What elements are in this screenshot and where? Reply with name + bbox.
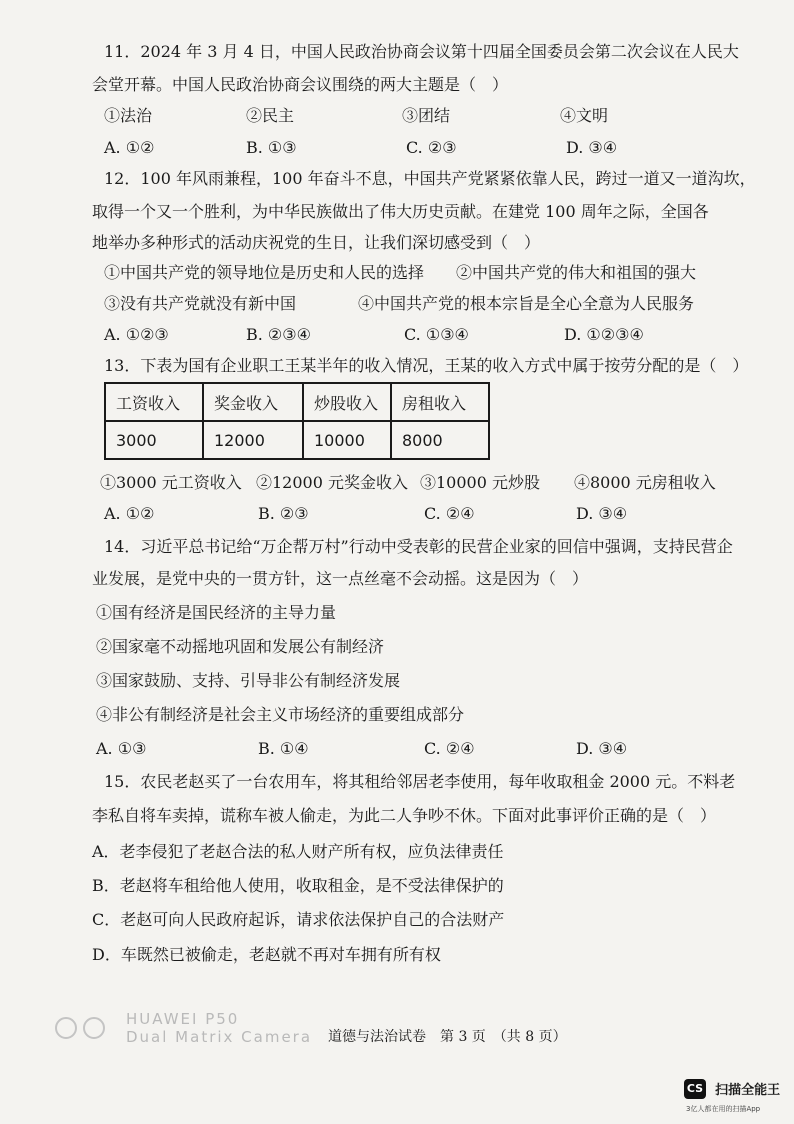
- q14-item-2: ②国家毫不动摇地巩固和发展公有制经济: [96, 637, 385, 656]
- q15-option-c: C．老赵可向人民政府起诉，请求依法保护自己的合法财产: [92, 910, 505, 929]
- scanner-app-name: 扫描全能王: [715, 1083, 781, 1098]
- q15-option-a: A．老李侵犯了老赵合法的私人财产所有权，应负法律责任: [92, 842, 504, 861]
- scanner-tagline: 3亿人都在用的扫描App: [686, 1105, 761, 1113]
- q13-option-a: A. ①②: [104, 504, 155, 523]
- q14-item-1: ①国有经济是国民经济的主导力量: [96, 603, 337, 622]
- q11-item-1: ①法治: [104, 106, 153, 125]
- q11-item-3: ③团结: [402, 106, 451, 125]
- q13-item-2: ②12000 元奖金收入: [256, 473, 408, 492]
- q13-item-1: ①3000 元工资收入: [100, 473, 242, 492]
- q15-stem-line1: 15．农民老赵买了一台农用车，将其租给邻居老李使用，每年收取租金 2000 元。不料老: [104, 772, 736, 791]
- watermark-line1: HUAWEI P50: [126, 1010, 240, 1028]
- scanner-logo-icon: CS: [684, 1079, 706, 1099]
- q12-stem-line1: 12．100 年风雨兼程，100 年奋斗不息，中国共产党紧紧依靠人民，跨过一道又一道沟坎，: [104, 169, 756, 188]
- watermark-line2: Dual Matrix Camera: [126, 1028, 313, 1046]
- income-table-value-cell: 8000: [391, 421, 489, 459]
- income-table-header-row: [105, 383, 489, 421]
- q12-stem-line3: 地举办多种形式的活动庆祝党的生日，让我们深切感受到（ ）: [92, 233, 541, 252]
- q12-item-4: ④中国共产党的根本宗旨是全心全意为人民服务: [358, 294, 695, 313]
- page-footer: 道德与法治试卷 第 3 页 （共 8 页）: [328, 1029, 567, 1045]
- q14-option-a: A. ①③: [96, 739, 147, 758]
- q12-option-d: D. ①②③④: [564, 325, 644, 344]
- income-table-value-cell: 3000: [105, 421, 203, 459]
- q13-item-3: ③10000 元炒股: [420, 473, 540, 492]
- q13-option-c: C. ②④: [424, 504, 475, 523]
- q11-item-4: ④文明: [560, 106, 609, 125]
- income-table-header-cell: 工资收入: [105, 383, 203, 421]
- q13-item-4: ④8000 元房租收入: [574, 473, 716, 492]
- camera-lens-icon: [54, 1016, 114, 1040]
- q14-option-d: D. ③④: [576, 739, 628, 758]
- q14-stem-line2: 业发展，是党中央的一贯方针，这一点丝毫不会动摇。这是因为（ ）: [92, 569, 589, 588]
- q12-item-1: ①中国共产党的领导地位是历史和人民的选择: [104, 263, 425, 282]
- camera-watermark: [126, 1010, 312, 1046]
- q14-item-4: ④非公有制经济是社会主义市场经济的重要组成部分: [96, 705, 465, 724]
- q15-option-d: D．车既然已被偷走，老赵就不再对车拥有所有权: [92, 945, 441, 964]
- q14-stem-line1: 14．习近平总书记给“万企帮万村”行动中受表彰的民营企业家的回信中强调，支持民营企: [104, 537, 733, 556]
- q14-option-b: B. ①④: [258, 739, 309, 758]
- q11-option-d: D. ③④: [566, 138, 618, 157]
- q11-item-2: ②民主: [246, 106, 295, 125]
- q14-option-c: C. ②④: [424, 739, 475, 758]
- q12-option-a: A. ①②③: [104, 325, 169, 344]
- income-table-value-cell: 10000: [303, 421, 391, 459]
- income-table-value-row: [105, 421, 489, 459]
- income-table-value-cell: 12000: [203, 421, 303, 459]
- income-table: [104, 382, 490, 460]
- q11-option-c: C. ②③: [406, 138, 457, 157]
- q12-item-3: ③没有共产党就没有新中国: [104, 294, 297, 313]
- q11-option-a: A. ①②: [104, 138, 155, 157]
- q13-option-b: B. ②③: [258, 504, 309, 523]
- income-table-header-cell: 炒股收入: [303, 383, 391, 421]
- q13-stem-line1: 13．下表为国有企业职工王某半年的收入情况，王某的收入方式中属于按劳分配的是（ ）: [104, 356, 749, 375]
- scanner-badge: [684, 1078, 781, 1113]
- q11-stem-line1: 11．2024 年 3 月 4 日，中国人民政治协商会议第十四届全国委员会第二次会议在人民大: [104, 42, 739, 61]
- q13-option-d: D. ③④: [576, 504, 628, 523]
- q15-stem-line2: 李私自将车卖掉，谎称车被人偷走，为此二人争吵不休。下面对此事评价正确的是（ ）: [92, 806, 717, 825]
- q12-stem-line2: 取得一个又一个胜利，为中华民族做出了伟大历史贡献。在建党 100 周年之际，全国各: [92, 202, 709, 221]
- q12-option-c: C. ①③④: [404, 325, 469, 344]
- q14-item-3: ③国家鼓励、支持、引导非公有制经济发展: [96, 671, 401, 690]
- q11-option-b: B. ①③: [246, 138, 297, 157]
- income-table-header-cell: 房租收入: [391, 383, 489, 421]
- q12-option-b: B. ②③④: [246, 325, 311, 344]
- q15-option-b: B．老赵将车租给他人使用，收取租金，是不受法律保护的: [92, 876, 504, 895]
- income-table-header-cell: 奖金收入: [203, 383, 303, 421]
- q11-stem-line2: 会堂开幕。中国人民政治协商会议围绕的两大主题是（ ）: [92, 75, 509, 94]
- q12-item-2: ②中国共产党的伟大和祖国的强大: [456, 263, 697, 282]
